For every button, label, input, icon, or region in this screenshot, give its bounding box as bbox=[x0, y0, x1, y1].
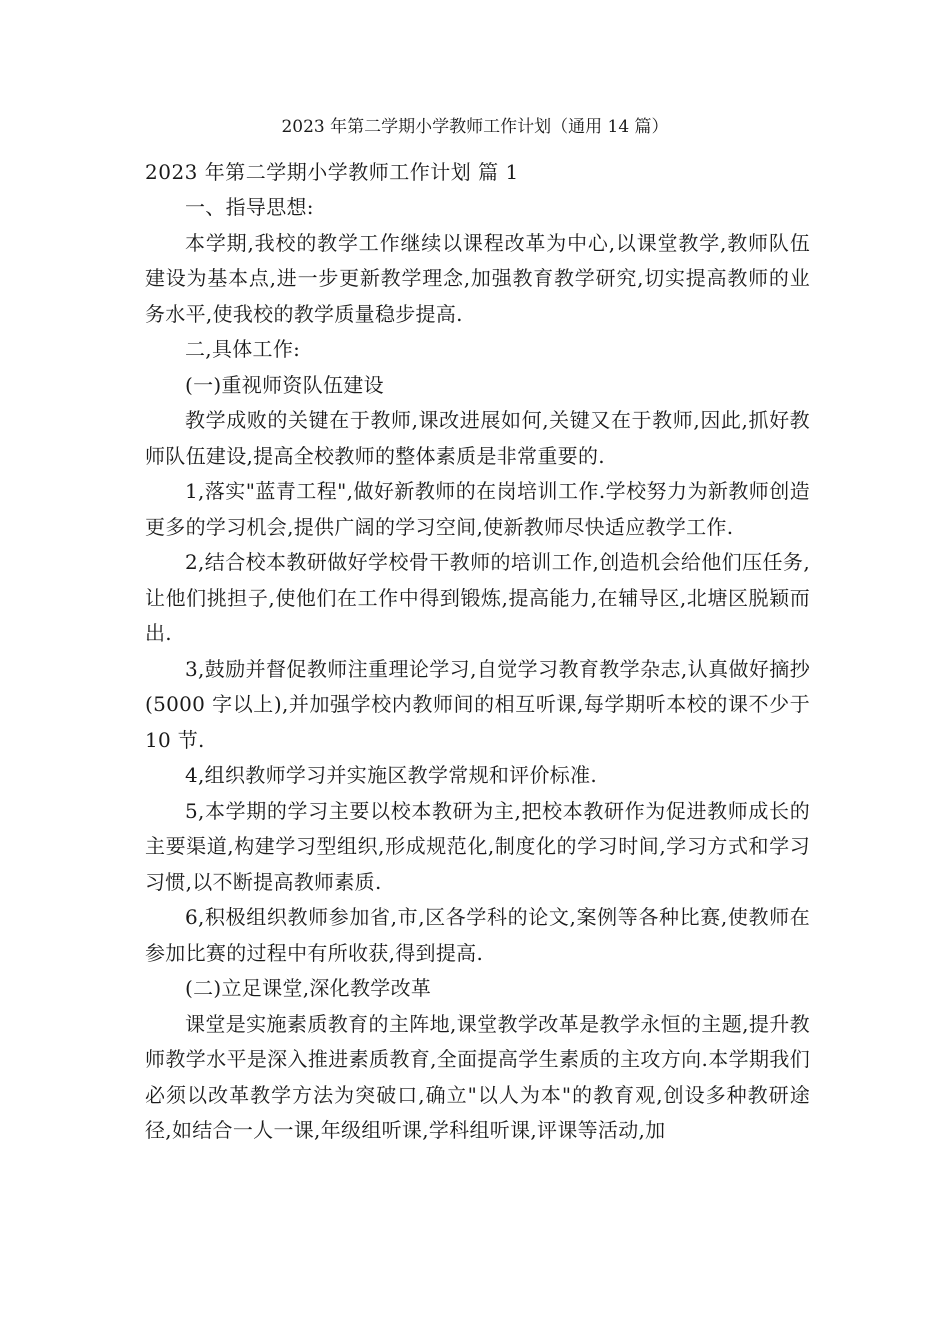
heading-guiding-ideology: 一、指导思想: bbox=[185, 195, 314, 219]
list-item: 4,组织教师学习并实施区教学常规和评价标准. bbox=[185, 763, 598, 787]
paragraph: 教学成败的关键在于教师,课改进展如何,关键又在于教师,因此,抓好教师队伍建设,提高全校教师的整体素质是非常重要的. bbox=[145, 408, 810, 468]
subheading-teacher-team: (一)重视师资队伍建设 bbox=[185, 372, 384, 397]
list-item: 2,结合校本教研做好学校骨干教师的培训工作,创造机会给他们压任务,让他们挑担子,使他们在工作中得到锻炼,提高能力,在辅导区,北塘区脱颖而出. bbox=[145, 550, 810, 645]
list-item: 5,本学期的学习主要以校本教研为主,把校本教研作为促进教师成长的主要渠道,构建学习型组织,形成规范化,制度化的学习时间,学习方式和学习习惯,以不断提高教师素质. bbox=[145, 798, 810, 894]
heading-specific-work: 二,具体工作: bbox=[185, 337, 301, 361]
list-item: 6,积极组织教师参加省,市,区各学科的论文,案例等各种比赛,使教师在参加比赛的过程中有所收获,得到提高. bbox=[145, 905, 810, 965]
subheading-classroom-reform: (二)立足课堂,深化教学改革 bbox=[185, 976, 432, 1000]
document-title: 2023 年第二学期小学教师工作计划（通用 14 篇） bbox=[281, 117, 669, 137]
list-item: 3,鼓励并督促教师注重理论学习,自觉学习教育教学杂志,认真做好摘抄(5000 字以上),并加强学校内教师间的相互听课,每学期听本校的课不少于 10 节. bbox=[145, 656, 810, 752]
paragraph: 本学期,我校的教学工作继续以课程改革为中心,以课堂教学,教师队伍建设为基本点,进一步更新教学理念,加强教育教学研究,切实提高教师的业务水平,使我校的教学质量稳步提高. bbox=[145, 230, 810, 326]
document-body bbox=[145, 154, 810, 1149]
list-item: 1,落实"蓝青工程",做好新教师的在岗培训工作.学校努力为新教师创造更多的学习机会,提供广阔的学习空间,使新教师尽快适应教学工作. bbox=[145, 479, 810, 539]
section-title: 2023 年第二学期小学教师工作计划 篇 1 bbox=[145, 160, 519, 184]
paragraph: 课堂是实施素质教育的主阵地,课堂教学改革是教学永恒的主题,提升教师教学水平是深入推进素质教育,全面提高学生素质的主攻方向.本学期我们必须以改革教学方法为突破口,确立"以人为本"的教育观,创设多种教研途径,如结合一人一课,年级组听课,学科组听课,评课等活动,加 bbox=[145, 1011, 810, 1142]
